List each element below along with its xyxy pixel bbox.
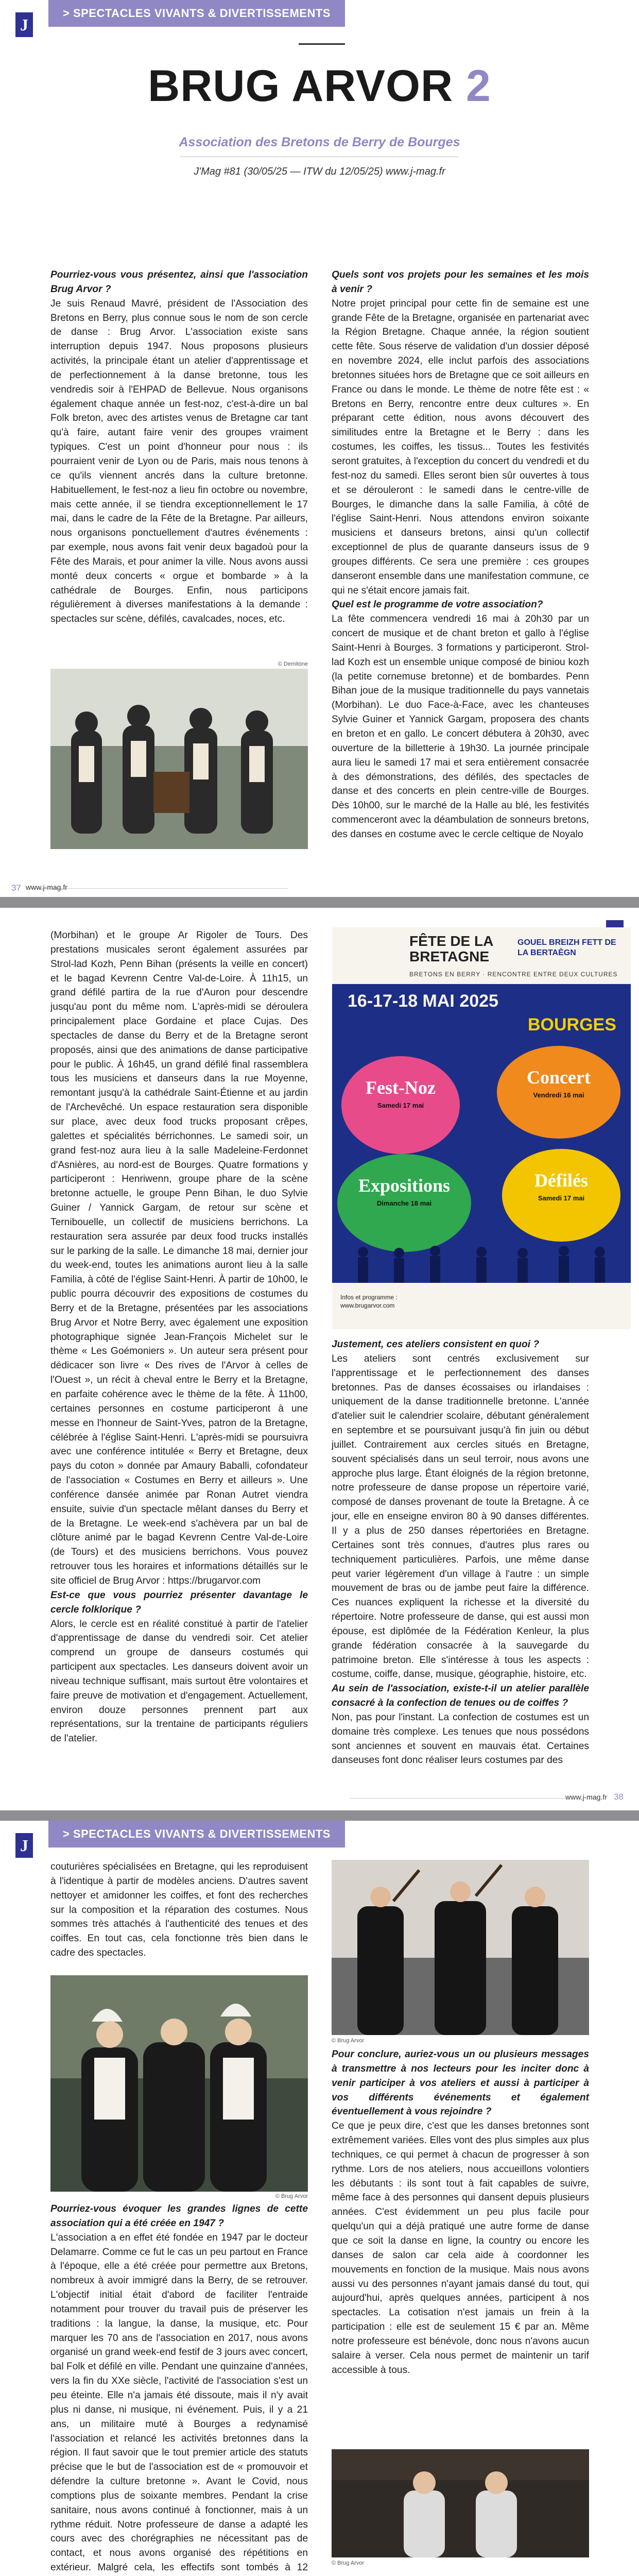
bubble-defiles	[502, 1149, 620, 1242]
poster-info: Infos et programme : www.brugarvor.com	[340, 1294, 398, 1309]
poster-city: BOURGES	[528, 1015, 616, 1035]
interview-question: Au sein de l'association, existe-t-il un atelier parallèle consacré à la confection de tenues ou de coiffes ?	[332, 1683, 589, 1709]
page-title	[0, 61, 639, 112]
bubble-concert	[497, 1046, 620, 1139]
bubble-sub: Dimanche 18 mai	[376, 1199, 432, 1207]
poster-breton-title: GOUEL BREIZH FETT DE LA BERTAÈGN	[517, 938, 616, 957]
photo-credit: © Brug Arvor	[332, 2560, 365, 2566]
magazine-page-38	[0, 908, 639, 1810]
poster-dates: 16-17-18 MAI 2025	[348, 991, 498, 1011]
bubble-title: Expositions	[358, 1175, 451, 1196]
interview-answer: (Morbihan) et le groupe Ar Rigoler de Tours. Des prestations musicales seront également assurées par Strol-lad Kozh, Penn Bihan (présents la veille en concert) et le bagad Kevrenn Centre Val-de-Loire. À 11h15, un grand défilé partira de la rue d'Auron pour descendre jusqu'au pont du même nom. L'après-midi se déroulera principalement place Gordaine et place Cujas. Des spectacles de danse du Berry et de la Bretagne seront proposés, ainsi que des animations de danse participative pour le public. À 16h45, un grand défilé final rassemblera tous les musiciens et danseurs dans la rue Moyenne, remontant jusqu'à la cathédrale Saint-Étienne et au jardin de l'Archevêché. Un espace restauration sera disponible sur place, avec deux food trucks proposant crêpes, galettes et spécialités bérrichonnes. Le samedi soir, un grand fest-noz aura lieu à la salle Madeleine-Ferdonnet d'Asnières, au nord-est de Bourges. Quatre formations y participeront : Henriwenn, groupe phare de la scène bretonne actuelle, le groupe Penn Bihan, le duo Sylvie Guiner / Yannick Gargam, de retour sur scène et Ternibouelle, un collectif de musiciens berrichons. La restauration sera assurée par deux food trucks installés sur le parking de la salle. Le dimanche 18 mai, dernier jour du week-end, toutes les animations auront lieu à la salle Familia, à côté de l'église Saint-Henri. À partir de 10h00, le public pourra découvrir des expositions de costumes du Berry et de la Bretagne, présentées par les associations Brug Arvor et Notre Berry, avec également une exposition photographique signée Jean-François Michelet sur le thème « Les Goémoniers ». Un auteur sera présent pour dédicacer son livre « Des rives de l'Arvor à celles de l'Ouest », un récit à cheval entre le Berry et la Bretagne, en parfaite cohérence avec le thème de la fête. À 11h00, certaines personnes en costume participeront à une messe en l'honneur de Saint-Yves, patron de la Bretagne, célébrée à l'église Saint-Henri. L'après-midi se poursuivra avec une conférence intitulée « Berry et Bretagne, deux pays du coton » donnée par Amaury Baballi, cofondateur de l'association « Costumes en Berry et ailleurs ». Une conférence dansée animée par Ronan Autret viendra ensuite, suivie d'un spectacle mêlant danses du Berry et de la Bretagne. Le week-end s'achèvera par un bal de clôture animé par le bagad Kevrenn Centre Val-de-Loire (de Tours) et des musiciens berrichons. Vous pouvez retrouver tous les horaires et informations détaillés sur le site officiel de Brug Arvor : https://brugarvor.com	[50, 930, 308, 1586]
article-column-right	[332, 268, 589, 842]
footer-rule	[31, 888, 288, 889]
band-group-photo	[50, 669, 308, 849]
singers-photo	[332, 2449, 589, 2557]
title-rule	[299, 43, 345, 45]
article-column-right	[332, 2047, 589, 2377]
interview-answer: Notre projet principal pour cette fin de semaine est une grande Fête de la Bretagne, organisée en partenariat avec la Région Bretagne. Chaque année, la région soutient cette fête. Sous réserve de validation d'un dossier déposé en novembre 2024, elle inclut parfois des associations bretonnes situées hors de Bretagne que ce soit ailleurs en France ou dans le monde. Le thème de notre fête est : « Bretons en Berry, rencontre entre deux cultures ». En préparant cette édition, nous avons découvert des similitudes entre la Bretagne et le Berry : dans les costumes, les coiffes, les tissus... Toutes les festivités seront gratuites, à l'exception du concert du vendredi et du fest-noz du samedi. Elles seront bien sûr ouvertes à tous et se dérouleront : le samedi dans le centre-ville de Bourges, le dimanche dans la salle Familia, à côté de l'église Saint-Henri. Nous attendons environ soixante musiciens et danseurs bretons, ainsi qu'un collectif exceptionnel de plus de quarante danseurs issus de 9 groupes différents. Ce sera une première : ces groupes danseront ensemble dans une manifestation commune, ce qui ne s'était encore jamais fait.	[332, 298, 589, 596]
interview-question: Justement, ces ateliers consistent en quoi ?	[332, 1339, 540, 1350]
poster-title: FÊTE DE LA BRETAGNE	[409, 933, 493, 964]
article-column-left	[50, 268, 308, 626]
footer-rule	[350, 1798, 566, 1799]
interview-answer: La fête commencera vendredi 16 mai à 20h30 par un concert de musique et de chant breton et gallo à l'église Saint-Henri à Bourges. 3 formations y participeront. Strol-lad Kozh est un ensemble unique composé de biniou kozh (la petite cornemuse bretonne) et de bombardes. Penn Bihan joue de la musique traditionnelle du pays vannetais (Morbihan). Le duo Face-à-Face, avec les chanteuses Sylvie Guiner et Yannick Gargam, proposera des chants en breton et en gallo. Le concert débutera à 20h30, avec ouverture de la billetterie à 19h30. La journée principale aura lieu le samedi 17 mai et sera entièrement consacrée à des démonstrations, des défilés, des spectacles de danse et des concerts en plein centre-ville de Bourges. Dès 10h00, sur le marché de la Halle au blé, les festivités commenceront avec la déambulation de sonneurs bretons, des danses en costume avec le cercle celtique de Noyalo	[332, 614, 589, 840]
poster-header	[332, 927, 631, 984]
interview-question: Quels sont vos projets pour les semaines et les mois à venir ?	[332, 269, 589, 295]
dancers-costume-photo	[50, 1975, 308, 2192]
article-column-right	[332, 1337, 589, 1768]
issue-credit: J'Mag #81 (30/05/25 — ITW du 12/05/25) www.j-mag.fr	[194, 166, 445, 177]
interview-answer: Alors, le cercle est en réalité constitué à partir de l'atelier d'apprentissage de danse du vendredi soir. Cet atelier comprend un groupe de danseurs costumés qui participent aux spectacles. Les danseurs doivent avoir un niveau technique suffisant, mais surtout être volontaires et faire preuve de motivation et d'engagement. Actuellement, environ douze personnes prennent part aux représentations, sur la trentaine de participants réguliers de l'atelier.	[50, 1618, 308, 1744]
interview-answer: Je suis Renaud Mavré, président de l'Association des Bretons en Berry, plus connue sous le nom de son cercle de danse : Brug Arvor. L'association existe sans interruption depuis 1947. Nous proposons plusieurs activités, la principale étant un atelier d'apprentissage et de perfectionnement à la danse bretonne, tous les vendredis soir à l'EHPAD de Bellevue. Nous organisons également chaque année un fest-noz, c'est-à-dire un bal Folk breton, avec des artistes venus de Bretagne car tant qu'à faire, autant faire venir des groupes vraiment typiques. C'est un point d'honneur pour nous : ils pourraient venir de Lyon ou de Paris, mais nous tenons à ce qu'ils viennent ancrés dans la culture bretonne. Habituellement, le fest-noz a lieu fin octobre ou novembre, mais cette année, il se tiendra exceptionnellement le 17 mai, dans le cadre de la Fête de la Bretagne. Par ailleurs, nous organisons ponctuellement d'autres événements : par exemple, nous avons fait venir deux bagadoù pour la Fête des Marais, et pour animer la ville. Nous avons aussi monté deux concerts « orgue et bombarde » à la cathédrale de Bourges. Enfin, nous participons régulièrement à diverses manifestations à la demande : spectacles sur scène, défilés, cavalcades, noces, etc.	[50, 298, 308, 625]
dancers-silhouette	[332, 1242, 631, 1283]
footer-url[interactable]: www.j-mag.fr	[565, 1793, 607, 1801]
festival-poster	[332, 927, 631, 1329]
bubble-fest-noz	[341, 1056, 460, 1154]
footer-url[interactable]: www.j-mag.fr	[26, 883, 67, 891]
magazine-page-37	[0, 0, 639, 897]
section-banner: > SPECTACLES VIVANTS & DIVERTISSEMENTS	[48, 1821, 345, 1848]
photo-credit: © Brug Arvor	[275, 2193, 308, 2199]
interview-question: Est-ce que vous pourriez présenter davantage le cercle folklorique ?	[50, 1589, 308, 1615]
interview-question: Pourriez-vous vous présentez, ainsi que l'association Brug Arvor ?	[50, 269, 308, 295]
title-main: BRUG ARVOR	[148, 61, 454, 111]
page-subtitle: Association des Bretons de Berry de Bourges	[179, 135, 460, 149]
bubble-title: Défilés	[534, 1170, 588, 1191]
interview-answer: Ce que je peux dire, c'est que les danses bretonnes sont extrêmement variées. Elles vont des plus simples aux plus techniques, ce qui permet à chacun de progresser à son rythme. Lors de nos ateliers, nous accueillons volontiers les débutants : ils sont tout à fait capables de suivre, même face à des personnes qui dansent depuis plusieurs années. C'est évidemment un peu plus facile pour quelqu'un qui a déjà pratiqué une autre forme de danse que ce soit la danse en ligne, la country ou encore les danses de salon car cela aide à coordonner les mouvements en fonction de la musique. Mais nous avons aussi vu des personnes n'ayant jamais dansé du tout, qui aujourd'hui, après quelques années, participent à nos spectacles. La cotisation n'est jamais un frein à la participation : elle est de seulement 15 € par an. Même notre professeure est bénévole, donc nous n'avons aucun salaire à verser. Cela nous permet de maintenir un tarif accessible à tous.	[332, 2121, 589, 2376]
poster-tagline: BRETONS EN BERRY · RENCONTRE ENTRE DEUX CULTURES	[409, 971, 618, 978]
magazine-page-39	[0, 1821, 639, 2576]
interview-answer: L'association a en effet été fondée en 1947 par le docteur Delamarre. Comme ce fut le cas un peu partout en France à l'époque, elle a été créée pour permettre aux Bretons, nombreux à avoir immigré dans la Berry, de se retrouver. L'objectif initial était d'abord de faciliter l'entraide notamment pour trouver du travail puis de préserver les traditions : la langue, la danse, la musique, etc. Pour marquer les 70 ans de l'association en 2017, nous avons organisé un grand week-end festif de 3 jours avec concert, bal Folk et défilé en ville. Pendant une quinzaine d'années, vers la fin du XXe siècle, l'activité de l'association s'est un peu éteinte. Elle n'a jamais été dissoute, mais il n'y avait plus ni danse, ni musique, ni événement. Puis, il y a 21 ans, un militaire muté à Bourges a redynamisé l'association et relancé les activités bretonnes dans la région. Il faut savoir que le tout premier article des statuts précise que le but de l'association est de « promouvoir et défendre la culture bretonne ». Avant le Covid, nous comptions plus de soixante membres. Pendant la crise sanitaire, nous avons continué à fonctionner, mais à un rythme réduit. Notre professeure de danse a adapté les cours avec des chorégraphies ne nécessitant pas de contact, et nous avons organisé des répétitions en extérieur. Malgré cela, les effectifs sont tombés à 12	[50, 2232, 308, 2573]
jmag-logo: J	[15, 1833, 33, 1858]
article-column-left-top	[50, 1860, 308, 1960]
article-column-left	[50, 928, 308, 1746]
page-number: 38	[614, 1792, 624, 1802]
pipers-photo	[332, 1860, 589, 2035]
bubble-sub: Samedi 17 mai	[377, 1101, 424, 1109]
bubble-title: Fest-Noz	[366, 1077, 436, 1098]
interview-answer: couturières spécialisées en Bretagne, qui les reproduisent à l'identique à partir de modèles anciens. D'autres savent nettoyer et amidonner les coiffes, et font des recherches sur la composition et la réparation des costumes. Nous sommes très attachés à l'authenticité des tenues et des coiffes. En tout cas, cela fonctionne très bien dans le cadre des spectacles.	[50, 1861, 308, 1959]
jmag-logo: J	[15, 12, 33, 37]
interview-question: Pourriez-vous évoquer les grandes lignes de cette association qui a été créée en 1947 ?	[50, 2204, 308, 2229]
interview-answer: Non, pas pour l'instant. La confection de costumes est un domaine très complexe. Les tenues que nous possédons sont anciennes et souvent en mauvais état. Certaines danseuses font donc réaliser leurs costumes par des	[332, 1711, 589, 1766]
interview-answer: Les ateliers sont centrés exclusivement sur l'apprentissage et le perfectionnement des danses bretonnes. Pas de danses écossaises ou irlandaises : uniquement de la danse traditionnelle bretonne. L'année d'atelier suit le calendrier scolaire, débutant généralement en septembre et se poursuivant jusqu'à fin juin ou début juillet. Contrairement aux cercles situés en Bretagne, souvent spécialisés dans un seul terroir, nous avons une approche plus large. Étant éloignés de la région bretonne, notre professeure de danse propose un répertoire varié, composé de danses provenant de toute la Bretagne. À ce jour, elle en enseigne environ 80 à 90 danses différentes. Il y a plus de 250 danses répertoriées en Bretagne. Certaines sont très connues, d'autres plus rares ou techniquement particulières. Parfois, une même danse peut varier légèrement d'un village à l'autre : un simple mouvement de bras ou de jambe peut faire la différence. Ces nuances expliquent la richesse et la diversité du répertoire. Notre professeure de danse, qui est aussi mon épouse, est diplômée de la Fédération Kenleur, la plus grande fédération consacrée à la sauvegarde du patrimoine breton. Elle s'intéresse à tous les aspects : costume, coiffe, danse, musique, géographie, histoire, etc.	[332, 1353, 589, 1680]
bubble-sub: Samedi 17 mai	[538, 1194, 585, 1202]
section-banner: > SPECTACLES VIVANTS & DIVERTISSEMENTS	[48, 0, 345, 27]
poster-footer	[332, 1283, 631, 1329]
interview-question: Quel est le programme de votre association?	[332, 599, 543, 611]
page-number: 37	[11, 883, 21, 893]
bubble-sub: Vendredi 16 mai	[533, 1091, 584, 1099]
article-column-left-bottom	[50, 2202, 308, 2576]
title-number: 2	[466, 61, 491, 111]
photo-credit: © Brug Arvor	[332, 2038, 365, 2044]
photo-credit: © Demitone	[278, 661, 308, 667]
interview-question: Pour conclure, auriez-vous un ou plusieurs messages à transmettre à nos lecteurs pour les inciter donc à venir participer à vos ateliers et aussi à participer à vos différents événements et également éventuellement à vous rejoindre ?	[332, 2049, 589, 2117]
bubble-expositions	[337, 1154, 471, 1252]
bubble-title: Concert	[527, 1067, 591, 1088]
